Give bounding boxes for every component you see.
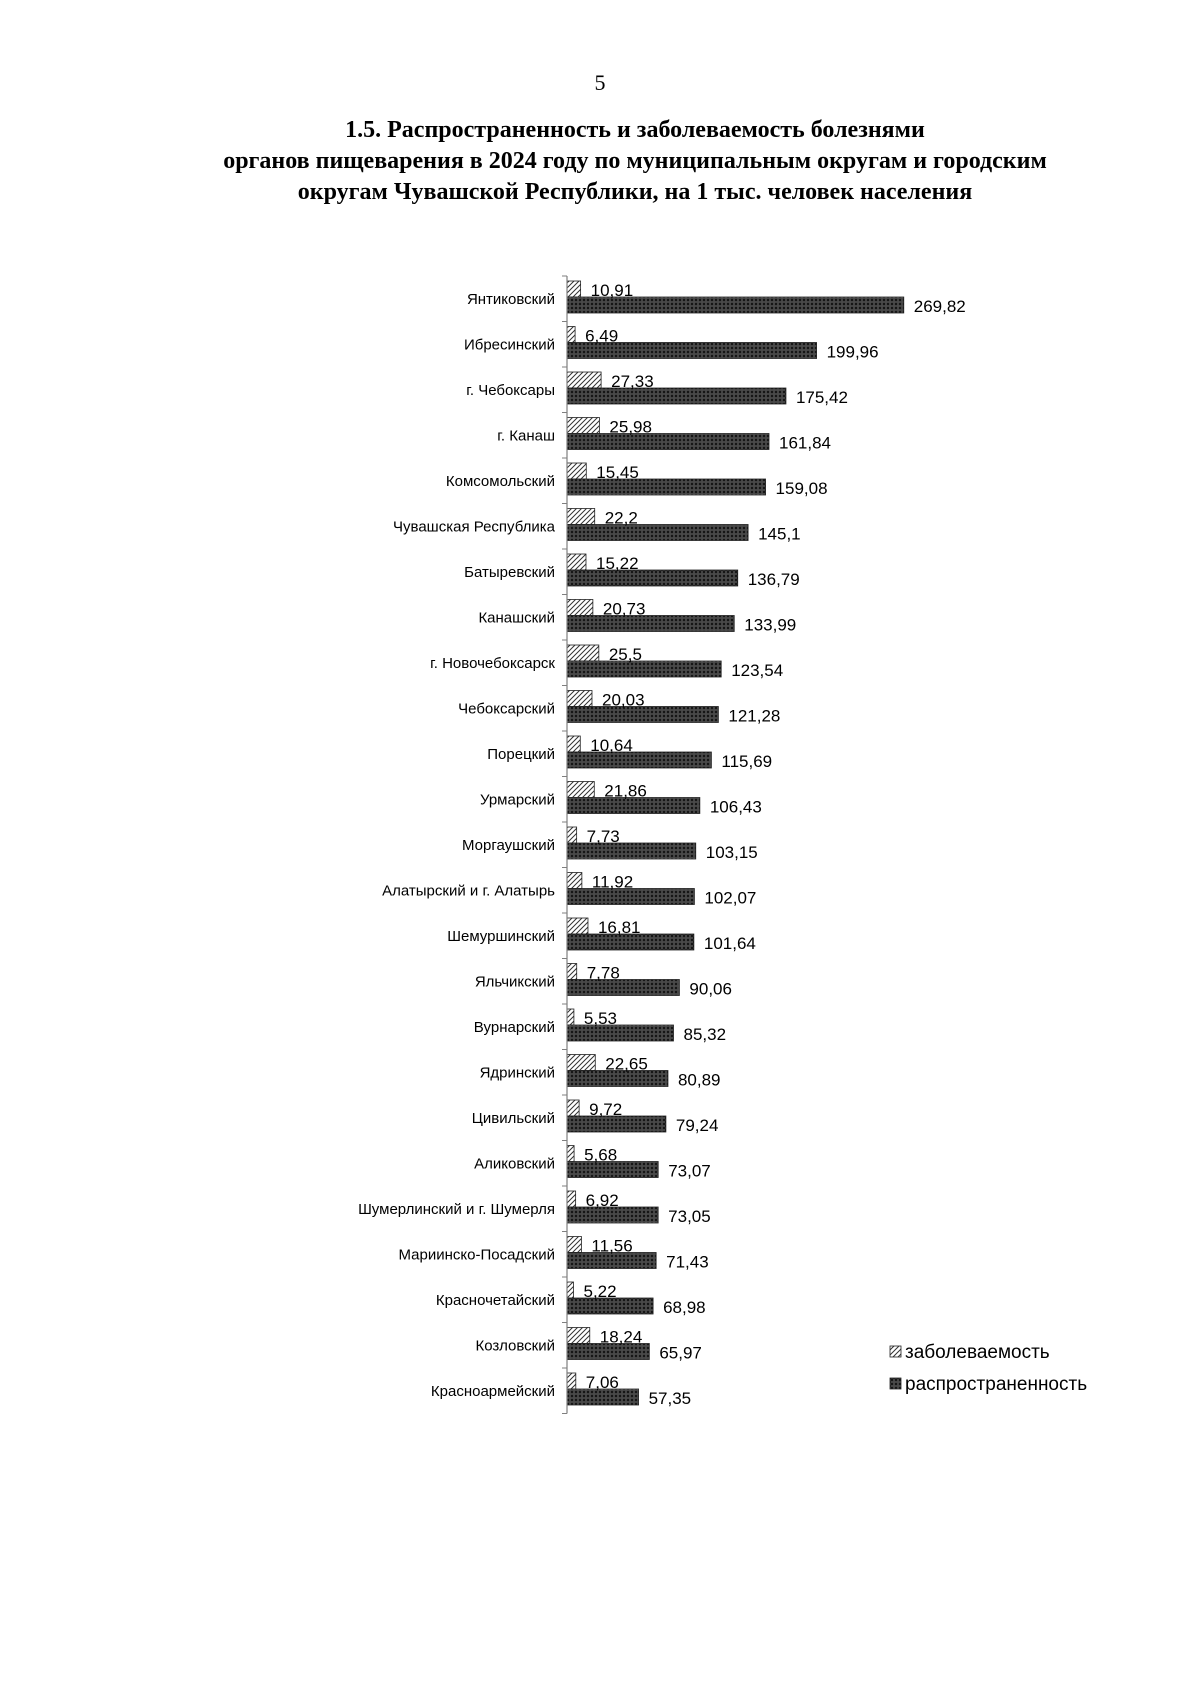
data-label: 102,07	[704, 888, 757, 908]
category-label: Яльчикский	[474, 973, 555, 991]
data-label: 22,65	[605, 1054, 648, 1074]
category-label: Моргаушский	[461, 836, 555, 854]
data-label: 6,49	[585, 326, 619, 346]
data-label: 71,43	[666, 1252, 709, 1272]
bar-prevalence	[567, 661, 721, 677]
title-line-1: 1.5. Распространенность и заболеваемость болезнями	[345, 117, 925, 143]
bar-prevalence	[567, 616, 734, 632]
bar-incidence	[567, 873, 582, 889]
category-label: Вурнарский	[473, 1018, 555, 1036]
data-label: 16,81	[597, 918, 641, 937]
bar-incidence	[567, 509, 595, 525]
data-label: 21,86	[604, 781, 647, 801]
category-label: Шемуршинский	[447, 927, 555, 945]
bar-incidence	[567, 281, 581, 297]
category-label: Аликовский	[474, 1155, 555, 1173]
data-label: 79,24	[675, 1116, 719, 1135]
data-label: 199,96	[826, 342, 879, 362]
bar-incidence	[567, 918, 588, 934]
data-label: 73,05	[668, 1207, 711, 1226]
data-label: 10,91	[590, 281, 634, 300]
legend-swatch	[890, 1378, 901, 1389]
data-label: 15,45	[596, 463, 639, 482]
bar-prevalence	[567, 980, 679, 996]
category-label: Батыревский	[464, 563, 555, 581]
bar-incidence	[567, 691, 592, 707]
legend-label: распространенность	[905, 1374, 1088, 1395]
title-line-3: округам Чувашской Республики, на 1 тыс. человек населения	[297, 179, 973, 205]
bar-prevalence	[567, 752, 711, 768]
data-label: 90,06	[689, 979, 732, 999]
category-label: Ядринский	[479, 1064, 555, 1082]
data-label: 27,33	[611, 372, 654, 391]
category-label: Красночетайский	[435, 1291, 555, 1309]
category-label: г. Канаш	[497, 427, 555, 445]
data-label: 15,22	[595, 554, 639, 573]
bar-incidence	[567, 645, 599, 661]
bar-incidence	[567, 1009, 574, 1025]
data-label: 22,2	[604, 508, 638, 528]
data-label: 145,1	[758, 524, 801, 544]
data-label: 25,5	[608, 645, 642, 664]
data-label: 65,97	[659, 1343, 702, 1363]
data-label: 11,92	[591, 872, 634, 892]
data-label: 85,32	[683, 1025, 727, 1044]
bar-incidence	[567, 554, 586, 570]
data-label: 175,42	[795, 388, 848, 407]
page-number: 5	[594, 70, 606, 95]
data-label: 133,99	[744, 615, 797, 635]
bar-incidence	[567, 1055, 595, 1071]
data-label: 68,98	[663, 1298, 706, 1317]
category-label: Ибресинский	[463, 336, 555, 354]
bar-incidence	[567, 964, 577, 980]
bar-incidence	[567, 1191, 576, 1207]
bar-prevalence	[567, 570, 738, 586]
data-label: 20,03	[602, 690, 645, 710]
category-label: Чувашская Республика	[393, 518, 555, 536]
data-label: 6,92	[585, 1191, 619, 1210]
data-label: 123,54	[731, 661, 784, 680]
bar-incidence	[567, 600, 593, 616]
legend-swatch	[890, 1346, 901, 1357]
data-label: 101,64	[703, 934, 756, 953]
bar-prevalence	[567, 388, 786, 404]
bar-incidence	[567, 1100, 579, 1116]
data-label: 5,53	[583, 1009, 617, 1028]
bar-incidence	[567, 1282, 574, 1298]
data-label: 159,08	[775, 479, 828, 498]
legend-label: заболеваемость	[905, 1342, 1050, 1363]
bar-incidence	[567, 1237, 581, 1253]
bar-incidence	[567, 463, 586, 479]
data-label: 10,64	[590, 736, 633, 755]
bar-incidence	[567, 827, 577, 843]
category-label: г. Новочебоксарск	[430, 654, 555, 672]
bar-incidence	[567, 1146, 574, 1162]
data-label: 103,15	[705, 843, 758, 862]
data-label: 269,82	[913, 297, 966, 316]
data-label: 20,73	[602, 599, 646, 619]
data-label: 161,84	[779, 433, 832, 453]
legend	[890, 1342, 1087, 1395]
data-label: 57,35	[648, 1389, 692, 1408]
category-label: Урмарский	[479, 791, 555, 809]
category-label: Янтиковский	[466, 290, 555, 308]
bar-prevalence	[567, 434, 769, 450]
bar-incidence	[567, 327, 575, 343]
data-label: 106,43	[709, 797, 762, 817]
category-label: Шумерлинский и г. Шумерля	[358, 1200, 555, 1218]
data-label: 18,24	[599, 1327, 643, 1347]
category-label: Чебоксарский	[458, 700, 555, 718]
category-label: Красноармейский	[430, 1382, 555, 1400]
data-label: 11,56	[591, 1236, 633, 1256]
bar-prevalence	[567, 525, 748, 541]
bar-incidence	[567, 736, 580, 752]
data-label: 73,07	[668, 1161, 711, 1181]
bar-incidence	[567, 1328, 590, 1344]
category-label: Алатырский и г. Алатырь	[382, 882, 555, 900]
data-label: 5,68	[584, 1145, 618, 1165]
category-axis	[562, 276, 567, 1414]
category-label: г. Чебоксары	[466, 381, 555, 399]
data-label: 7,78	[586, 963, 620, 983]
bar-incidence	[567, 418, 599, 434]
bar-incidence	[567, 1373, 576, 1389]
bar-incidence	[567, 782, 594, 798]
data-label: 7,73	[586, 827, 620, 846]
data-label: 25,98	[609, 417, 652, 437]
category-label: Цивильский	[471, 1109, 555, 1127]
category-label: Канашский	[478, 609, 555, 627]
title-line-2: органов пищеварения в 2024 году по муниципальным округам и городским	[223, 148, 1047, 174]
data-label: 136,79	[747, 570, 800, 589]
bar-incidence	[567, 372, 601, 388]
category-label: Комсомольский	[445, 472, 555, 490]
data-label: 80,89	[677, 1070, 721, 1090]
data-label: 7,06	[585, 1373, 619, 1392]
data-label: 115,69	[721, 752, 773, 771]
data-label: 9,72	[589, 1100, 623, 1119]
category-label: Порецкий	[487, 745, 555, 763]
category-label: Мариинско-Посадский	[398, 1246, 555, 1264]
data-label: 5,22	[583, 1282, 617, 1301]
category-label: Козловский	[475, 1337, 555, 1355]
data-label: 121,28	[728, 706, 781, 726]
